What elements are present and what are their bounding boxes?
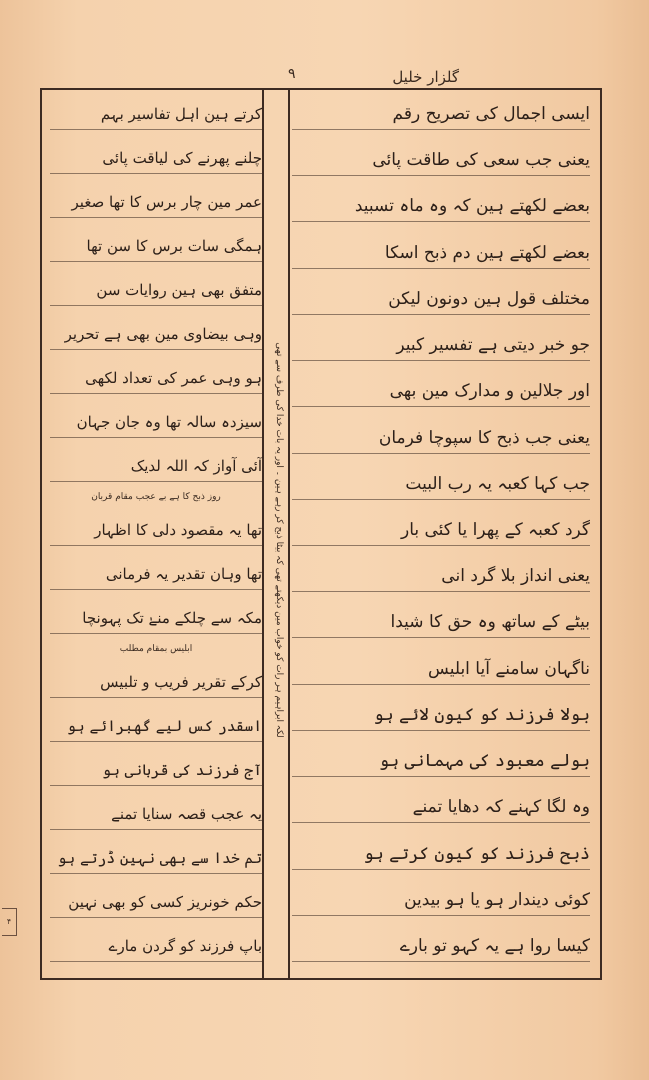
verse-line: متفق بھی ہین روایات سن — [50, 278, 262, 306]
right-column — [292, 102, 590, 962]
column-divider-left — [262, 88, 264, 980]
verse-line: ہمگی سات برس کا سن تھا — [50, 234, 262, 262]
verse-line: حکم خونریز کسی کو بھی نہین — [50, 890, 262, 918]
verse-line: جب کہا کعبہ یہ رب البیت — [292, 472, 590, 500]
verse-line: بعضے لکھتے ہین کہ وہ ماہ تسبید — [292, 194, 590, 222]
margin-note — [268, 120, 290, 960]
verse-line: بولا فرزند کو کیون لائے ہو — [292, 703, 590, 731]
verse-line: آج فرزند کی قربانی ہو — [50, 758, 262, 786]
verse-line: ایسی اجمال کی تصریح رقم — [292, 102, 590, 130]
verse-line: ہو وہی عمر کی تعداد لکھی — [50, 366, 262, 394]
verse-line: تھا وہان تقدیر یہ فرمانی — [50, 562, 262, 590]
interlinear-note: ابلیس بمقام مطلب — [119, 644, 193, 654]
corner-stamp: ۴ — [2, 908, 17, 936]
verse-line: یہ عجب قصہ سنایا تمنے — [50, 802, 262, 830]
verse-line: کوئی دیندار ہو یا ہو بیدین — [292, 888, 590, 916]
left-column — [50, 102, 262, 962]
verse-line: ذبح فرزند کو کیون کرتے ہو — [292, 842, 590, 870]
verse-line: مختلف قول ہین دونون لیکن — [292, 287, 590, 315]
page-header-title: گلزار خلیل — [392, 68, 459, 86]
verse-line: آئی آواز کہ اللہ لدیک — [50, 454, 262, 482]
margin-note-text: لکہ ابراہیم ہر رات کو خواب مین دیکھتے تھی کہ بیٹا ذبح کر رہے ہین ۔ اور یہ بات خدا کی طرف سے تھی — [274, 342, 284, 738]
verse-line: سیزدہ سالہ تھا وہ جان جہان — [50, 410, 262, 438]
verse-line: اور جلالین و مدارک مین بھی — [292, 379, 590, 407]
verse-line: کیسا روا ہے یہ کہو تو بارے — [292, 934, 590, 962]
verse-line: چلنے پھرنے کی لیاقت پائی — [50, 146, 262, 174]
verse-line: تم خدا سے بھی نہین ڈرتے ہو — [50, 846, 262, 874]
verse-line: یعنی جب سعی کی طاقت پائی — [292, 148, 590, 176]
verse-line: بعضے لکھتے ہین دم ذبح اسکا — [292, 241, 590, 269]
verse-line: ناگہان سامنے آیا ابلیس — [292, 657, 590, 685]
interlinear-note: روز ذبح کا ہے بے عجب مقام قربان — [91, 492, 221, 502]
verse-line: یعنی جب ذبح کا سپوچا فرمان — [292, 426, 590, 454]
page-number: ۹ — [288, 66, 296, 82]
verse-line: وہی بیضاوی مین بھی ہے تحریر — [50, 322, 262, 350]
verse-line: بیٹے کے ساتھ وہ حق کا شیدا — [292, 610, 590, 638]
verse-line: کرتے ہین اہل تفاسیر بہم — [50, 102, 262, 130]
verse-line: تھا یہ مقصود دلی کا اظہار — [50, 518, 262, 546]
verse-line: مکہ سے چلکے منےٰ تک پہونچا — [50, 606, 262, 634]
verse-line: عمر مین چار برس کا تھا صغیر — [50, 190, 262, 218]
verse-line: وہ لگا کہنے کہ دھایا تمنے — [292, 795, 590, 823]
verse-line: باپ فرزند کو گردن مارے — [50, 934, 262, 962]
verse-line: بولے معبود کی مہمانی ہو — [292, 749, 590, 777]
verse-line: کرکے تقریر فریب و تلبیس — [50, 670, 262, 698]
verse-line: یعنی انداز بلا گرد انی — [292, 564, 590, 592]
verse-line: اسقدر کس لیے گھبرائے ہو — [50, 714, 262, 742]
verse-line: جو خبر دیتی ہے تفسیر کبیر — [292, 333, 590, 361]
verse-line: گرد کعبہ کے پھرا یا کئی بار — [292, 518, 590, 546]
